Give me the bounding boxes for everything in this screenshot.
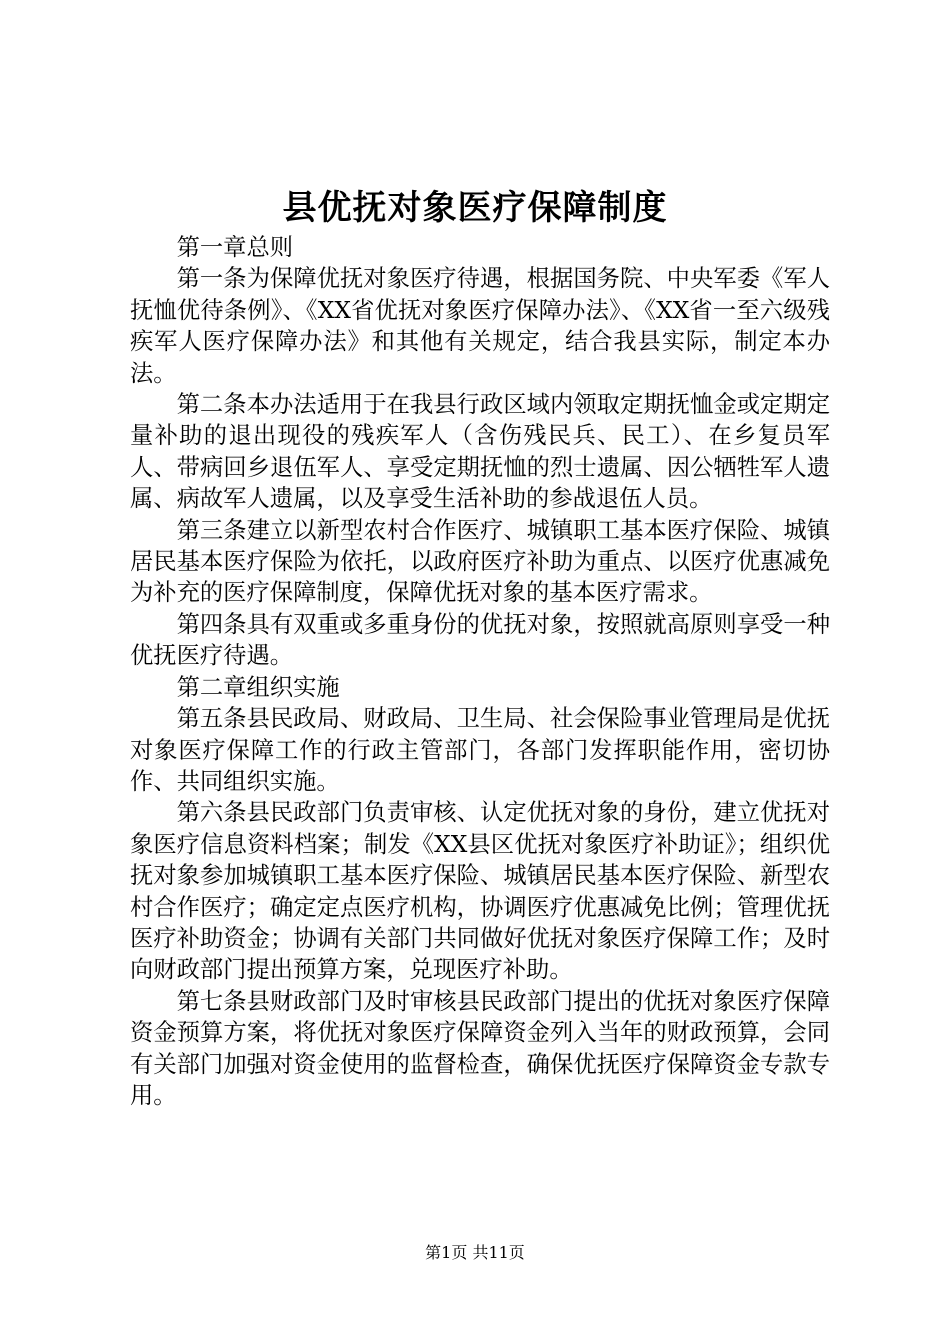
body-paragraph: 第一条为保障优抚对象医疗待遇，根据国务院、中央军委《军人抚恤优待条例》、《XX省优抚对象医疗保障办法》、《XX省一至六级残疾军人医疗保障办法》和其他有关规定，结合我县实际，制定本办法。 [130,265,830,387]
document-title: 县优抚对象医疗保障制度 [282,188,668,228]
page-number-footer: 第1页 共11页 [425,1243,525,1262]
body-paragraph: 第五条县民政局、财政局、卫生局、社会保险事业管理局是优抚对象医疗保障工作的行政主管部门，各部门发挥职能作用，密切协作、共同组织实施。 [130,705,830,795]
body-paragraph: 第四条具有双重或多重身份的优抚对象，按照就高原则享受一种优抚医疗待遇。 [130,610,830,670]
body-paragraph: 第六条县民政部门负责审核、认定优抚对象的身份，建立优抚对象医疗信息资料档案；制发《XX县区优抚对象医疗补助证》；组织优抚对象参加城镇职工基本医疗保险、城镇居民基本医疗保险、新型农村合作医疗；确定定点医疗机构，协调医疗优惠减免比例；管理优抚医疗补助资金；协调有关部门共同做好优抚对象医疗保障工作；及时向财政部门提出预算方案，兑现医疗补助。 [130,799,830,984]
body-paragraph: 第七条县财政部门及时审核县民政部门提出的优抚对象医疗保障资金预算方案，将优抚对象医疗保障资金列入当年的财政预算，会同有关部门加强对资金使用的监督检查，确保优抚医疗保障资金专款专用。 [130,987,830,1109]
body-paragraph: 第三条建立以新型农村合作医疗、城镇职工基本医疗保险、城镇居民基本医疗保险为依托，以政府医疗补助为重点、以医疗优惠减免为补充的医疗保障制度，保障优抚对象的基本医疗需求。 [130,516,830,607]
body-paragraph: 第二条本办法适用于在我县行政区域内领取定期抚恤金或定期定量补助的退出现役的残疾军人（含伤残民兵、民工）、在乡复员军人、带病回乡退伍军人、享受定期抚恤的烈士遗属、因公牺牲军人遗属、病故军人遗属，以及享受生活补助的参战退伍人员。 [130,391,830,513]
chapter-heading: 第二章组织实施 [176,673,340,701]
document-body [130,232,830,1111]
chapter-heading: 第一章总则 [176,234,294,261]
